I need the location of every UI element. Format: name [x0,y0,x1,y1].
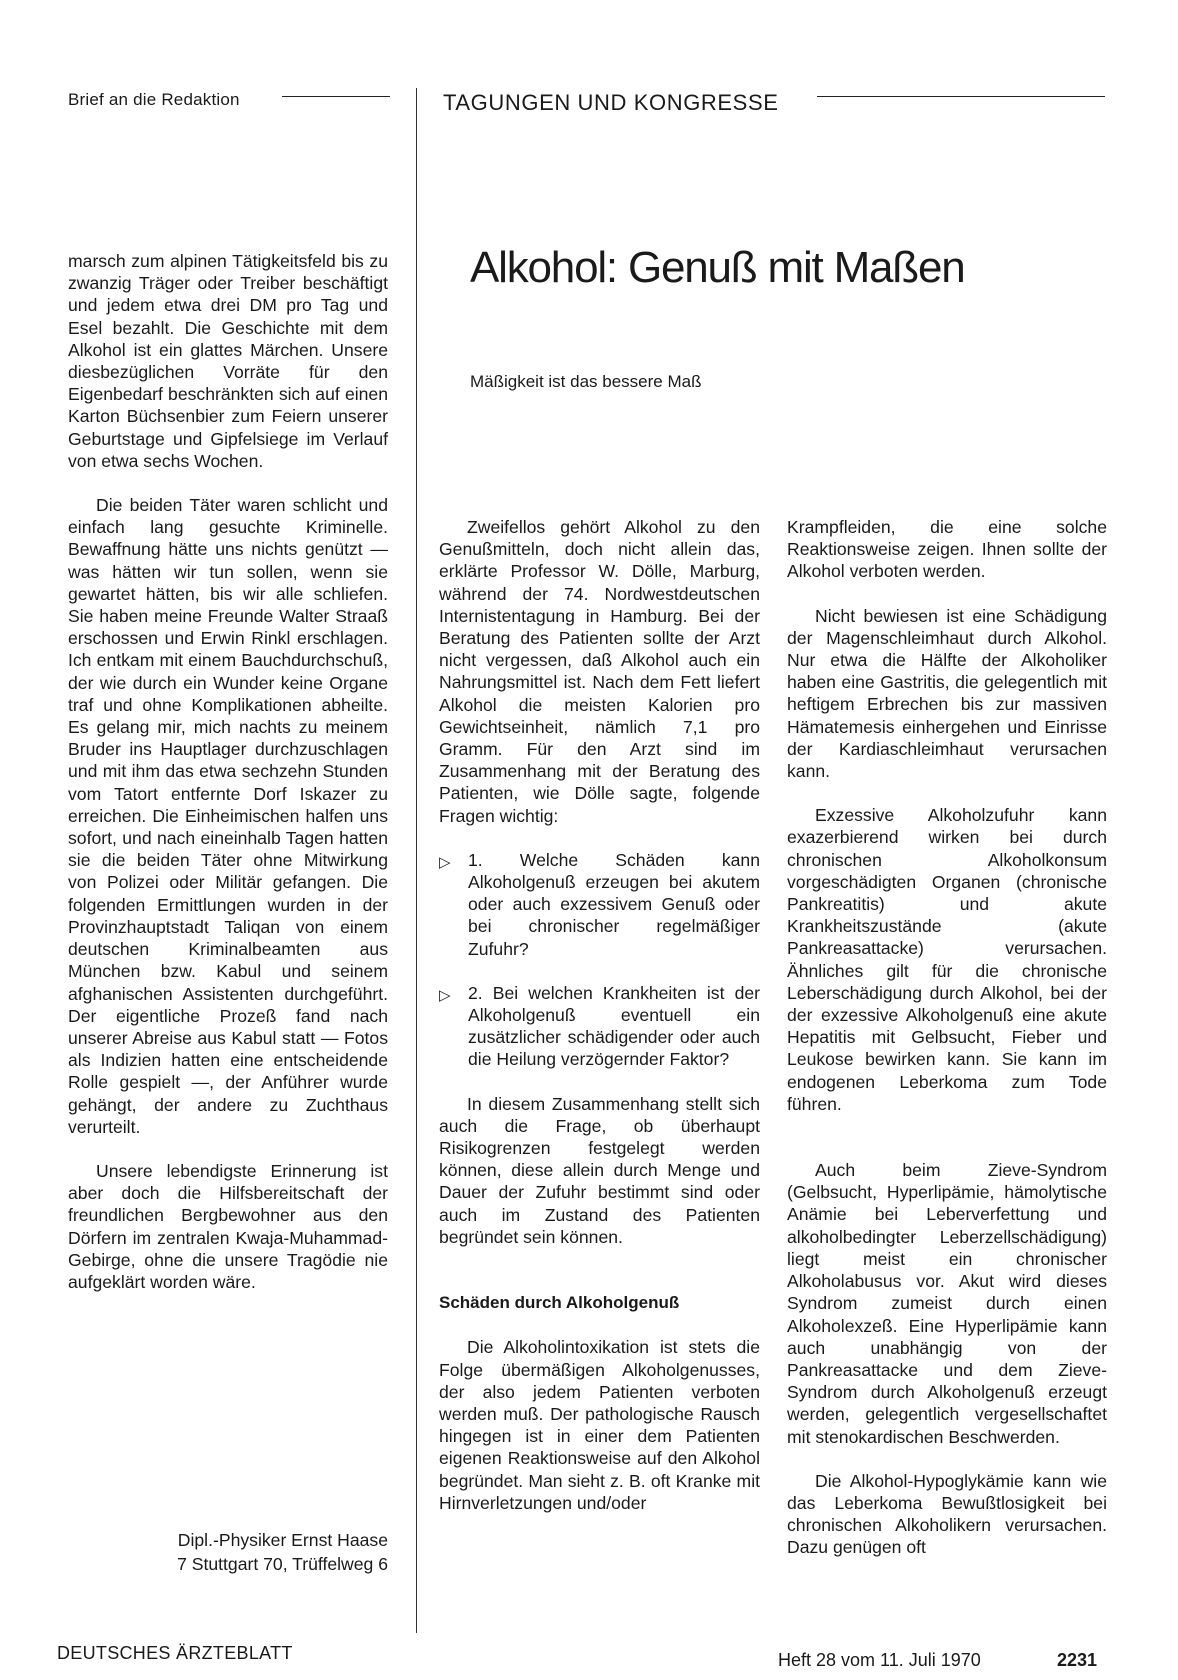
article-paragraph: In diesem Zusammenhang stellt sich auch die Frage, ob überhaupt Risikogrenzen festgelegt werden können, diese allein durch Menge und Dauer der Zufuhr bestimmt sind oder auch im Zustand des Patienten begründet sein können. [439,1093,760,1247]
header-rule-left [282,96,390,97]
question-item [439,849,760,960]
article-subtitle: Mäßigkeit ist das bessere Maß [470,372,702,391]
signature-address: 7 Stuttgart 70, Trüffelweg 6 [177,1554,388,1574]
letter-signature [118,1528,388,1576]
article-paragraph: Die Alkohol-Hypoglykämie kann wie das Leberkoma Bewußtlosigkeit bei chronischen Alkoholikern verursachen. Dazu genügen oft [787,1470,1107,1558]
article-paragraph: Auch beim Zieve-Syndrom (Gelbsucht, Hyperlipämie, hämolytische Anämie bei Leberverfettung und alkoholbedingter Leberzellschädigung) liegt meist ein chronischer Alkoholabusus vor. Akut wird dieses Syndrom zumeist durch einen Alkoholexzeß. Eine Hyperlipämie kann auch unabhängig von der Pankreasattacke und dem Zieve-Syndrom durch Alkoholgenuß erzeugt werden, gelegentlich vergesellschaftet mit stenokardischen Beschwerden. [787,1160,1107,1447]
article-paragraph: Krampfleiden, die eine solche Reaktionsweise zeigen. Ihnen sollte der Alkohol verboten werden. [787,517,1107,582]
journal-name: DEUTSCHES ÄRZTEBLATT [57,1643,293,1663]
triangle-bullet-icon: ▷ [439,986,451,1004]
article-paragraph: Zweifellos gehört Alkohol zu den Genußmitteln, doch nicht allein das, erklärte Professor W. Dölle, Marburg, während der 74. Nordwestdeutschen Internistentagung in Hamburg. Bei der Beratung des Patienten sollte der Arzt nicht vergessen, daß Alkohol auch ein Nahrungsmittel ist. Nach dem Fett liefert Alkohol die meisten Kalorien pro Gewichtseinheit, nämlich 7,1 pro Gramm. Für den Arzt sind im Zusammenhang mit der Beratung des Patienten, wie Dölle sagte, folgende Fragen wichtig: [439,517,760,826]
article-paragraph: Exzessive Alkoholzufuhr kann exazerbierend wirken bei durch chronischen Alkoholkonsum vorgeschädigten Organen (chronische Pankreatitis) und akute Krankheitszustände (akute Pankreasattacke) verursachen. Ähnliches gilt für die chronische Leberschädigung durch Alkohol, bei der der exzessive Alkoholgenuß eine akute Hepatitis mit Gelbsucht, Fieber und Leukose bewirken kann. Sie kann im endogenen Leberkoma zum Tode führen. [787,805,1107,1114]
article-headline: Alkohol: Genuß mit Maßen [470,243,965,292]
question-text: 2. Bei welchen Krankheiten ist der Alkoholgenuß eventuell ein zusätzlicher schädigender oder auch die Heilung verzögernder Faktor? [468,982,760,1070]
signature-name: Dipl.-Physiker Ernst Haase [177,1530,388,1550]
page-number: 2231 [1057,1650,1098,1670]
header-rule-right [817,96,1105,97]
letter-paragraph: marsch zum alpinen Tätigkeitsfeld bis zu zwanzig Träger oder Treiber beschäftigt und jedem etwa drei DM pro Tag und Esel bezahlt. Die Geschichte mit dem Alkohol ist ein glattes Märchen. Unsere diesbezüglichen Vorräte für den Eigenbedarf beschränkten sich auf einen Karton Büchsenbier zum Feiern unserer Geburtstage und Gipfelsiege im Verlauf von etwa sechs Wochen. [68,251,388,471]
question-item [439,982,760,1071]
article-column-2 [787,516,1107,1581]
issue-info: Heft 28 vom 11. Juli 1970 [778,1650,981,1670]
question-text: 1. Welche Schäden kann Alkoholgenuß erzeugen bei akutem oder auch exzessivem Genuß oder bei chronischer regelmäßiger Zufuhr? [468,849,760,959]
column-divider [416,88,417,1633]
letter-paragraph: Die beiden Täter waren schlicht und einfach lang gesuchte Kriminelle. Bewaffnung hätte uns nichts genützt — was hätten wir tun sollen, wenn sie gewartet hätten, bis wir alle schliefen. Sie haben meine Freunde Walter Straaß erschossen und Erwin Rinkl erschlagen. Ich entkam mit einem Bauchdurchschuß, der wie durch ein Wunder keine Organe traf und ohne Komplikationen abheilte. Es gelang mir, mich nachts zu meinem Bruder ins Hauptlager durchzuschlagen und mit ihm das etwa sechzehn Stunden vom Tatort entfernte Dorf Iskazer zu erreichen. Die Einheimischen halfen uns sofort, und nach eineinhalb Tagen hatten sie die beiden Täter ohne Mitwirkung von Polizei oder Militär gefangen. Die folgenden Ermittlungen wurden in der Provinzhauptstadt Taliqan von einem deutschen Kriminalbeamten aus München bzw. Kabul und seinem afghanischen Assistenten durchgeführt. Der eigentliche Prozeß fand nach unserer Abreise aus Kabul statt — Fotos als Indizien hatten eine entscheidende Rolle gespielt —, der Anführer wurde gehängt, der andere zu Zuchthaus verurteilt. [68,495,388,1137]
letter-paragraph: Unsere lebendigste Erinnerung ist aber doch die Hilfsbereitschaft der freundlichen Bergbewohner aus den Dörfern im zentralen Kwaja-Muhammad-Gebirge, ohne die unsere Tragödie nie aufgeklärt worden wäre. [68,1160,388,1292]
running-header-left: Brief an die Redaktion [68,90,240,109]
article-paragraph: Nicht bewiesen ist eine Schädigung der Magenschleimhaut durch Alkohol. Nur etwa die Hälfte der Alkoholiker haben eine Gastritis, die gelegentlich mit heftigem Erbrechen bis zur massiven Hämatemesis einhergehen und Einrisse der Kardiaschleimhaut verursachen kann. [787,605,1107,782]
article-paragraph: Die Alkoholintoxikation ist stets die Folge übermäßigen Alkoholgenusses, der also jedem Patienten verboten werden muß. Der pathologische Rausch hingegen ist in einer dem Patienten eigenen Reaktionsweise auf den Alkohol begründet. Man sieht z. B. oft Kranke mit Hirnverletzungen und/oder [439,1337,760,1513]
section-header: TAGUNGEN UND KONGRESSE [443,90,779,115]
triangle-bullet-icon: ▷ [439,853,451,871]
article-subheading: Schäden durch Alkoholgenuß [439,1293,680,1313]
letter-column [68,250,388,1315]
article-column-1 [439,516,760,1536]
